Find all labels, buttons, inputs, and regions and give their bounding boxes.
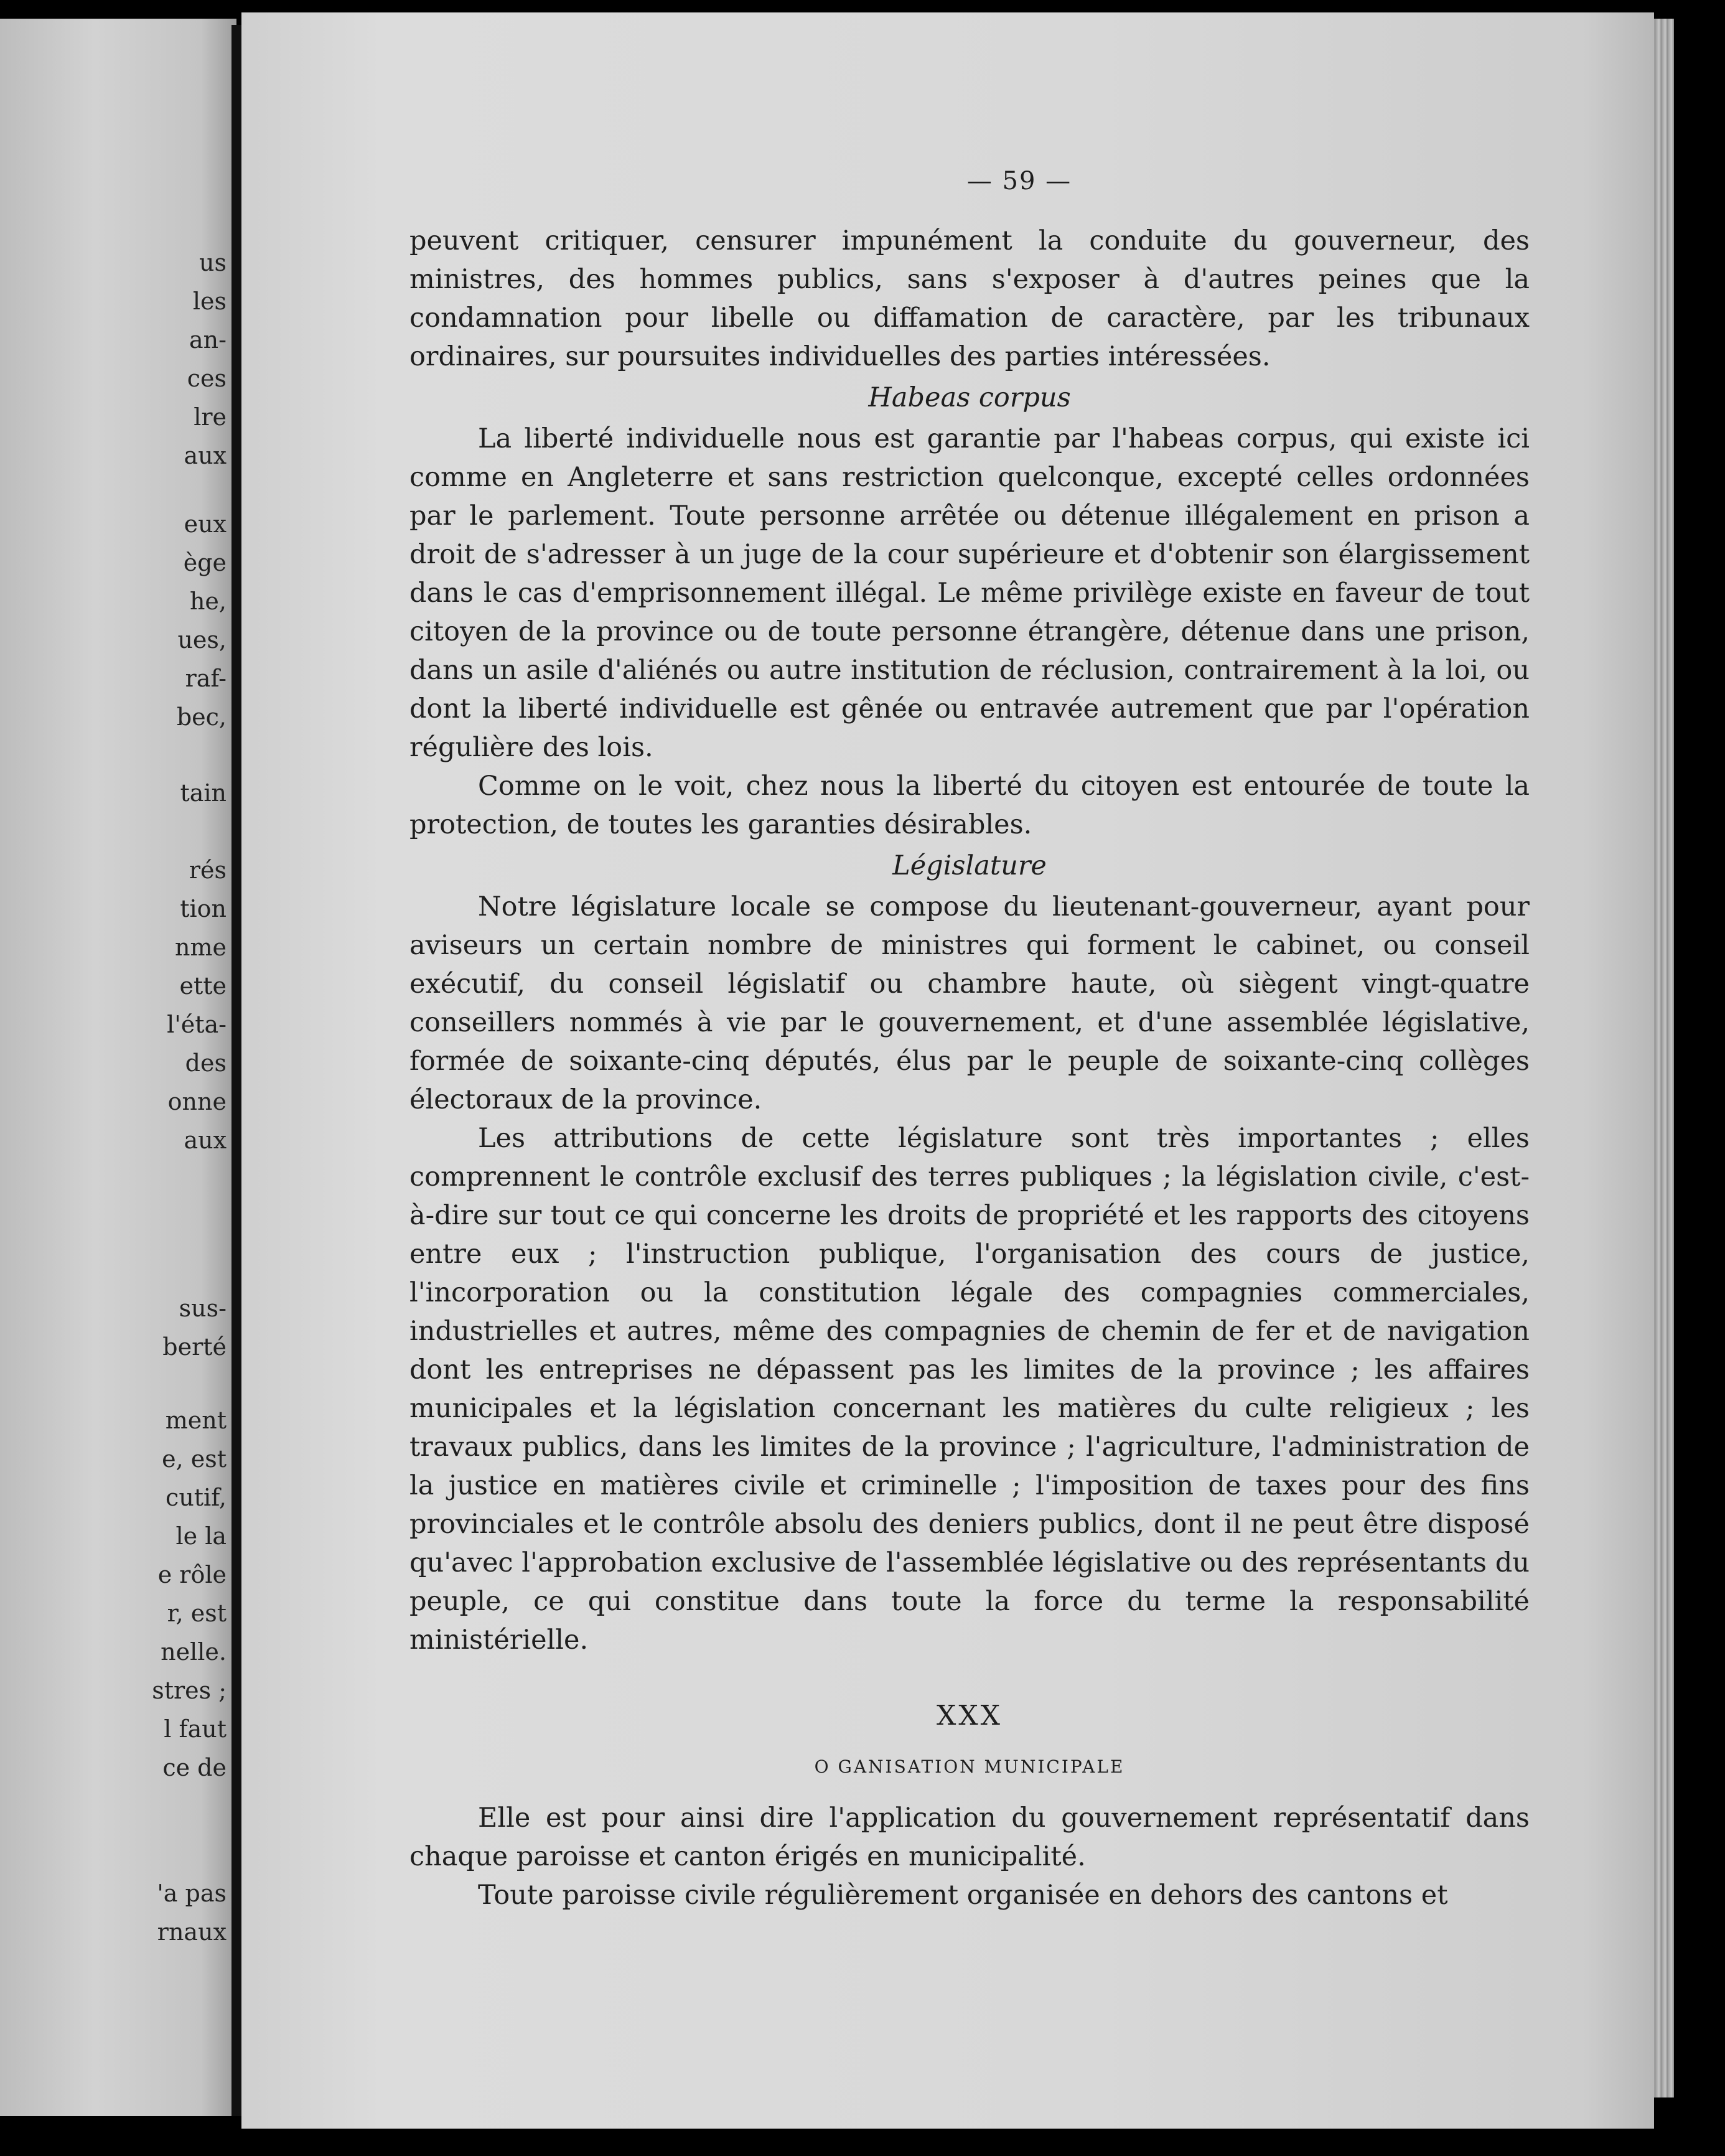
paragraph: Comme on le voit, chez nous la liberté du citoyen est entourée de toute la protection, de toutes les garanties désirables. xyxy=(409,771,1530,840)
left-fragment: ège xyxy=(183,549,227,576)
page-number: — 59 — xyxy=(966,167,1072,195)
chapter-title: O GANISATION MUNICIPALE xyxy=(814,1756,1125,1777)
left-fragment: tion xyxy=(180,895,227,922)
paragraph: Notre législature locale se compose du lieutenant-gouverneur, ayant pour aviseurs un certain nombre de ministres qui forment le cabinet, ou conseil exécutif, du conseil législatif ou chambre haute, où siègent vingt-quatre conseillers nommés à vie par le gouvernement, et d'une assemblée législative, formée de soixante-cinq députés, élus par le peuple de soixante-cinq collèges électoraux de la province. xyxy=(409,891,1530,1115)
left-fragment: les xyxy=(192,288,227,315)
left-fragment: ues, xyxy=(177,626,227,654)
paragraph: La liberté individuelle nous est garantie par l'habeas corpus, qui existe ici comme en Angleterre et sans restriction quelconque, excepté celles ordonnées par le parlement. Toute personne arrêtée ou détenue illégalement en prison a droit de s'adresser à un juge de la cour supérieure et d'obtenir son élargissement dans le cas d'emprisonnement illégal. Le même privilège existe en faveur de tout citoyen de la province ou de toute personne étrangère, détenue dans une prison, dans un asile d'aliénés ou autre institution de réclusion, contrairement à la loi, ou dont la liberté individuelle est gênée ou entravée autrement que par l'opération régulière des lois. xyxy=(409,423,1530,763)
left-fragment: eux xyxy=(184,510,227,538)
left-fragment: rés xyxy=(189,856,227,884)
left-fragment: e, est xyxy=(162,1445,227,1473)
page-content xyxy=(409,162,1530,1915)
paragraph: Toute paroisse civile régulièrement organisée en dehors des cantons et xyxy=(478,1880,1448,1911)
left-fragment: des xyxy=(185,1049,227,1077)
left-fragment: us xyxy=(199,249,227,276)
left-fragment: sus- xyxy=(179,1295,227,1322)
left-fragment: ment xyxy=(165,1407,227,1434)
left-fragment: l faut xyxy=(164,1715,227,1743)
chapter-number: XXX xyxy=(937,1700,1003,1732)
left-fragment: lre xyxy=(194,403,227,431)
left-fragment: he, xyxy=(189,588,227,615)
left-fragment: stres ; xyxy=(152,1677,227,1704)
left-fragment: ces xyxy=(187,365,227,392)
left-fragment: aux xyxy=(184,1127,227,1154)
left-fragment: le la xyxy=(175,1522,227,1550)
left-fragment: r, est xyxy=(167,1600,227,1627)
left-fragment: onne xyxy=(167,1088,227,1115)
previous-page-fragment xyxy=(0,19,236,2116)
paragraph: Elle est pour ainsi dire l'application du gouvernement représentatif dans chaque paroisse et canton érigés en municipalité. xyxy=(409,1802,1530,1872)
left-fragment: cutif, xyxy=(166,1484,227,1511)
left-fragment: e rôle xyxy=(157,1561,227,1588)
left-fragment: an- xyxy=(189,326,227,354)
subheading: Habeas corpus xyxy=(868,382,1071,413)
left-fragment: 'a pas xyxy=(157,1880,227,1907)
document-page xyxy=(241,12,1654,2129)
left-fragment: l'éta- xyxy=(167,1011,227,1038)
left-fragment: aux xyxy=(184,442,227,469)
left-fragment: berté xyxy=(162,1333,227,1361)
paragraph: peuvent critiquer, censurer impunément la conduite du gouverneur, des ministres, des hommes publics, sans s'exposer à d'autres peines que la condamnation pour libelle ou diffamation de caractère, par les tribunaux ordinaires, sur poursuites individuelles des parties intéressées. xyxy=(409,225,1530,372)
subheading: Législature xyxy=(892,850,1047,881)
left-fragment: tain xyxy=(180,779,227,807)
left-fragment: ette xyxy=(179,972,227,1000)
left-fragment: ce de xyxy=(162,1754,227,1781)
paragraph: Les attributions de cette législature sont très importantes ; elles comprennent le contrôle exclusif des terres publiques ; la législation civile, c'est-à-dire sur tout ce qui concerne les droits de propriété et les rapports des citoyens entre eux ; l'instruction publique, l'organisation des cours de justice, l'incorporation ou la constitution légale des compagnies commerciales, industrielles et autres, même des compagnies de chemin de fer et de navigation dont les entreprises ne dépassent pas les limites de la province ; les affaires municipales et la législation concernant les matières du culte religieux ; les travaux publics, dans les limites de la province ; l'agriculture, l'administration de la justice en matières civile et criminelle ; l'imposition de taxes pour des fins provinciales et le contrôle absolu des deniers publics, dont il ne peut être disposé qu'avec l'approbation exclusive de l'assemblée législative ou des représentants du peuple, ce qui constitue dans toute la force du terme la responsabilité ministérielle. xyxy=(409,1123,1530,1656)
left-fragment: nme xyxy=(175,934,227,961)
left-fragment: rnaux xyxy=(157,1918,227,1946)
left-fragment: nelle. xyxy=(161,1638,227,1666)
left-fragment: bec, xyxy=(176,703,227,731)
left-fragment: raf- xyxy=(185,665,227,692)
